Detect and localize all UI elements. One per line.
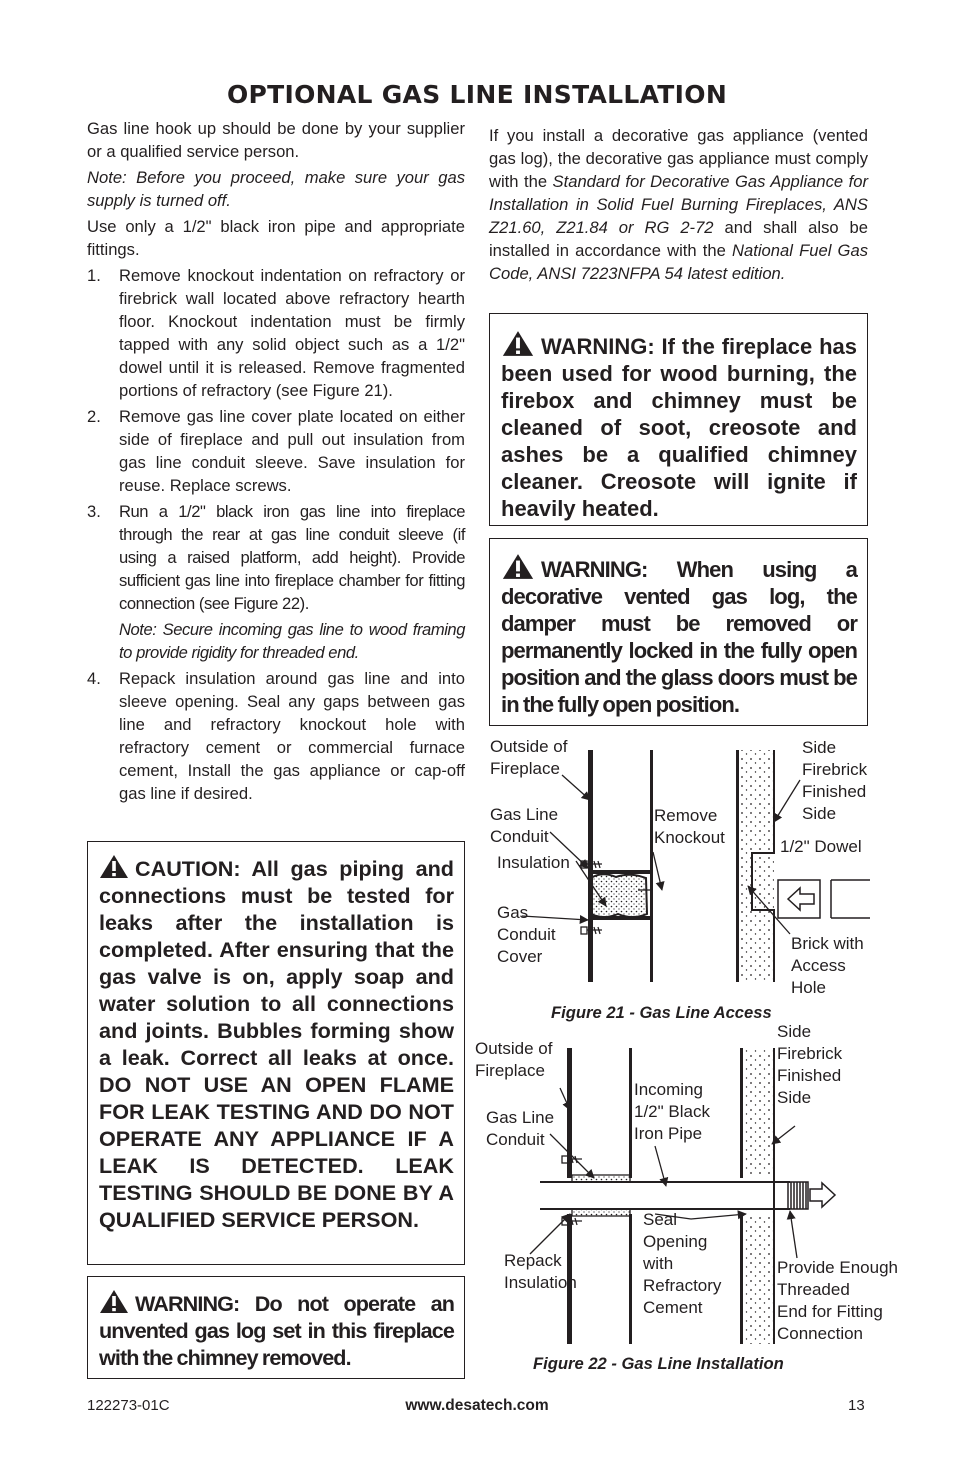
warning-chimney-box [87, 1276, 465, 1379]
label-threaded-end-line: Threaded [777, 1280, 850, 1299]
label-gas-line-conduit-line: Conduit [490, 827, 549, 846]
label-outside-fireplace-line: Fireplace [490, 759, 560, 778]
label-brick-access-hole-line: Hole [791, 978, 826, 997]
left-column [87, 117, 465, 808]
figure-22-gas-line-installation [470, 1018, 930, 1378]
warning-chimney-text: WARNING: Do not operate an unvented gas log set in this fireplace with the chimney removed. [99, 1291, 454, 1370]
step-text: Remove gas line cover plate located on either side of fireplace and pull out insulation from gas line conduit sleeve. Save insulation for reuse. Replace screws. [119, 407, 465, 495]
label-insulation: Insulation [497, 853, 570, 872]
step-item [87, 500, 465, 664]
label-seal-opening-line: Seal [643, 1210, 678, 1229]
step-item [87, 405, 465, 497]
warning-wood-burning-box [489, 313, 868, 526]
gas-supply-note: Note: Before you proceed, make sure your gas supply is turned off. [87, 168, 465, 210]
figure-21-gas-line-access [470, 730, 930, 1030]
label-gas-line-conduit-line: Gas Line [486, 1108, 555, 1127]
page-title: OPTIONAL GAS LINE INSTALLATION [226, 80, 728, 109]
label-incoming-pipe-line: 1/2" Black [634, 1102, 710, 1121]
part-number: 122273-01C [87, 1397, 170, 1414]
label-side-firebrick-line: Side [802, 738, 837, 757]
label-seal-opening-line: with [643, 1254, 674, 1273]
warning-damper-box [489, 538, 868, 726]
step-item [87, 667, 465, 805]
step-number: 1. [87, 266, 101, 285]
installation-steps [87, 264, 465, 805]
label-gas-line-conduit-line: Gas Line [490, 805, 559, 824]
label-seal-opening-line: Cement [643, 1298, 703, 1317]
paragraph-text: and shall also be installed in accordance with the [489, 218, 869, 260]
warning-triangle-icon [501, 553, 535, 580]
label-repack-insulation-line: Repack [504, 1251, 562, 1270]
label-gas-conduit-cover-line: Cover [497, 947, 543, 966]
caution-text: CAUTION: All gas piping and connections must be tested for leaks after the installation is completed. After ensuring that the gas valve is on, apply soap and water solution to all connections and joints. Bubbles forming show a leak. Correct all leaks at once. DO NOT USE AN OPEN FLAME FOR LEAK TESTING AND DO NOT OPERATE ANY APPLIANCE IF A LEAK IS DETECTED. LEAK TESTING SHOULD BE DONE BY A QUALIFIED SERVICE PERSON. [99, 856, 454, 1232]
warning-triangle-icon [99, 854, 129, 879]
intro-paragraph: Gas line hook up should be done by your supplier or a qualified service person. [87, 119, 465, 161]
code-reference: National Fuel Gas Code, ANSI 7223NFPA 54 latest edition. [489, 241, 868, 283]
step-number: 3. [87, 502, 101, 521]
label-remove-knockout-line: Knockout [654, 828, 725, 847]
label-side-firebrick-line: Firebrick [777, 1044, 843, 1063]
caution-box [87, 841, 465, 1265]
decorative-appliance-paragraph [489, 124, 868, 285]
right-column [489, 124, 868, 288]
paragraph-text: If you install a decorative gas appliance (vented gas log), the decorative gas appliance must comply with the [489, 126, 868, 191]
label-brick-access-hole-line: Brick with [791, 934, 864, 953]
label-gas-conduit-cover-line: Conduit [497, 925, 556, 944]
step-text: Remove knockout indentation on refractory or firebrick wall located above refractory hearth floor. Knockout indentation must be firmly tapped with any solid object such as a 1/2" dowel until it is released. Remove fragmented portions of refractory (see Figure 21). [119, 266, 465, 400]
label-gas-line-conduit-line: Conduit [486, 1130, 545, 1149]
label-gas-conduit-cover-line: Gas [497, 903, 529, 922]
label-repack-insulation-line: Insulation [504, 1273, 577, 1292]
label-side-firebrick-line: Side [777, 1088, 812, 1107]
label-side-firebrick-line: Side [802, 804, 837, 823]
label-outside-fireplace-line: Outside of [490, 737, 568, 756]
label-incoming-pipe-line: Iron Pipe [634, 1124, 703, 1143]
warning-triangle-icon [501, 330, 535, 357]
label-side-firebrick-line: Finished [802, 782, 867, 801]
label-threaded-end-line: End for Fitting [777, 1302, 883, 1321]
label-seal-opening-line: Refractory [643, 1276, 722, 1295]
step-text: Repack insulation around gas line and into sleeve opening. Seal any gaps between gas line and refractory knockout hole with refractory cement or commercial furnace cement, Install the gas appliance or cap-off gas line if desired. [119, 669, 465, 803]
warning-triangle-icon [99, 1289, 129, 1314]
warning-wood-text: WARNING: If the fireplace has been used for wood burning, the firebox and chimney must be cleaned of soot, creosote and ashes be a qualified chimney cleaner. Creosote will ignite if heavily heated. [501, 334, 857, 521]
label-remove-knockout-line: Remove [654, 806, 718, 825]
step-number: 4. [87, 669, 101, 688]
label-dowel: 1/2" Dowel [780, 837, 862, 856]
page-number: 13 [848, 1397, 865, 1414]
label-side-firebrick-line: Firebrick [802, 760, 868, 779]
figure-21-caption: Figure 21 - Gas Line Access [551, 1003, 772, 1022]
label-incoming-pipe-line: Incoming [634, 1080, 703, 1099]
standard-reference: Standard for Decorative Gas Appliance for Installation in Solid Fuel Burning Fireplaces, ANS Z21.60, Z21.84 or RG 2-72 [489, 172, 868, 237]
label-outside-fireplace-line: Fireplace [475, 1061, 545, 1080]
label-seal-opening-line: Opening [643, 1232, 708, 1251]
label-outside-fireplace-line: Outside of [475, 1039, 553, 1058]
label-side-firebrick-line: Side [777, 1022, 812, 1041]
label-threaded-end-line: Provide Enough [777, 1258, 898, 1277]
website-link[interactable]: www.desatech.com [405, 1397, 549, 1414]
warning-damper-text: WARNING: When using a decorative vented gas log, the damper must be removed or permanently locked in the fully open position and the glass doors must be in the fully open position. [501, 557, 857, 717]
step-text: Run a 1/2" black iron gas line into fireplace through the rear at gas line conduit sleeve (if using a raised platform, add height). Provide sufficient gas line into fireplace chamber for fitting connection (see Figure 22). [119, 502, 465, 613]
pipe-paragraph: Use only a 1/2" black iron pipe and appropriate fittings. [87, 217, 465, 259]
label-brick-access-hole-line: Access [791, 956, 846, 975]
label-threaded-end-line: Connection [777, 1324, 864, 1343]
step-note: Note: Secure incoming gas line to wood framing to provide rigidity for threaded end. [119, 620, 465, 662]
label-side-firebrick-line: Finished [777, 1066, 842, 1085]
step-number: 2. [87, 407, 101, 426]
step-item [87, 264, 465, 402]
figure-22-caption: Figure 22 - Gas Line Installation [533, 1354, 784, 1373]
